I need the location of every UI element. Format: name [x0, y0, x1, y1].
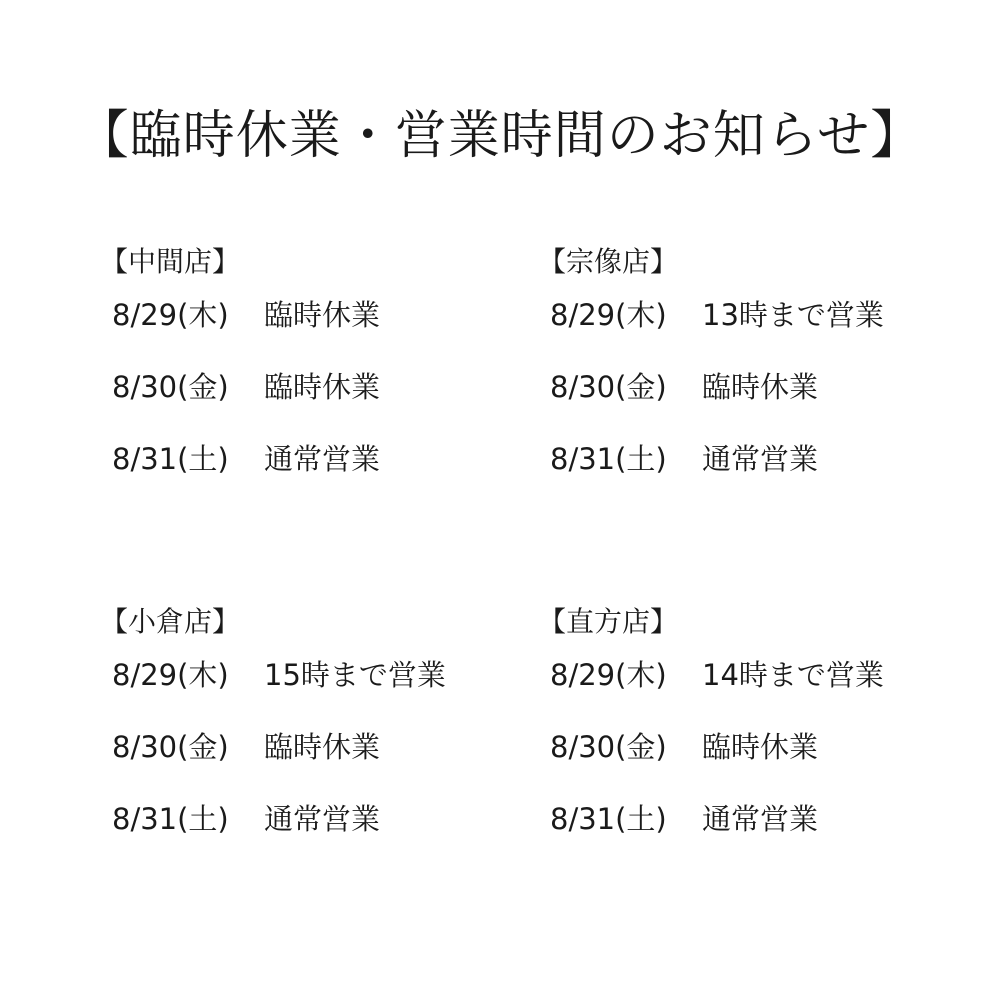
schedule-date: 8/30(金)	[550, 730, 667, 764]
schedule-status: 通常営業	[264, 442, 381, 476]
store-block-munakata	[538, 242, 958, 482]
schedule-status: 通常営業	[702, 442, 819, 476]
schedule-status: 通常営業	[264, 802, 381, 836]
store-name: 【宗像店】	[538, 245, 679, 278]
schedule-date: 8/31(土)	[112, 802, 229, 836]
store-block-nogata	[538, 602, 958, 842]
schedule-status: 15時まで営業	[264, 658, 446, 692]
schedule-status: 13時まで営業	[702, 298, 884, 332]
schedule-date: 8/29(木)	[112, 658, 229, 692]
schedule-date: 8/30(金)	[112, 730, 229, 764]
store-block-nakama	[100, 242, 520, 482]
schedule-date: 8/31(土)	[550, 442, 667, 476]
store-name: 【中間店】	[100, 245, 241, 278]
schedule-date: 8/31(土)	[112, 442, 229, 476]
schedule-date: 8/29(木)	[550, 658, 667, 692]
schedule-status: 臨時休業	[702, 370, 819, 404]
store-name: 【小倉店】	[100, 605, 241, 638]
store-block-kokura	[100, 602, 520, 842]
schedule-status: 臨時休業	[264, 370, 381, 404]
schedule-status: 臨時休業	[264, 298, 381, 332]
schedule-date: 8/30(金)	[550, 370, 667, 404]
schedule-status: 臨時休業	[264, 730, 381, 764]
schedule-date: 8/29(木)	[112, 298, 229, 332]
schedule-status: 通常営業	[702, 802, 819, 836]
schedule-status: 臨時休業	[702, 730, 819, 764]
page-title: 【臨時休業・営業時間のお知らせ】	[76, 106, 924, 166]
schedule-date: 8/30(金)	[112, 370, 229, 404]
schedule-date: 8/31(土)	[550, 802, 667, 836]
schedule-date: 8/29(木)	[550, 298, 667, 332]
store-name: 【直方店】	[538, 605, 679, 638]
schedule-status: 14時まで営業	[702, 658, 884, 692]
